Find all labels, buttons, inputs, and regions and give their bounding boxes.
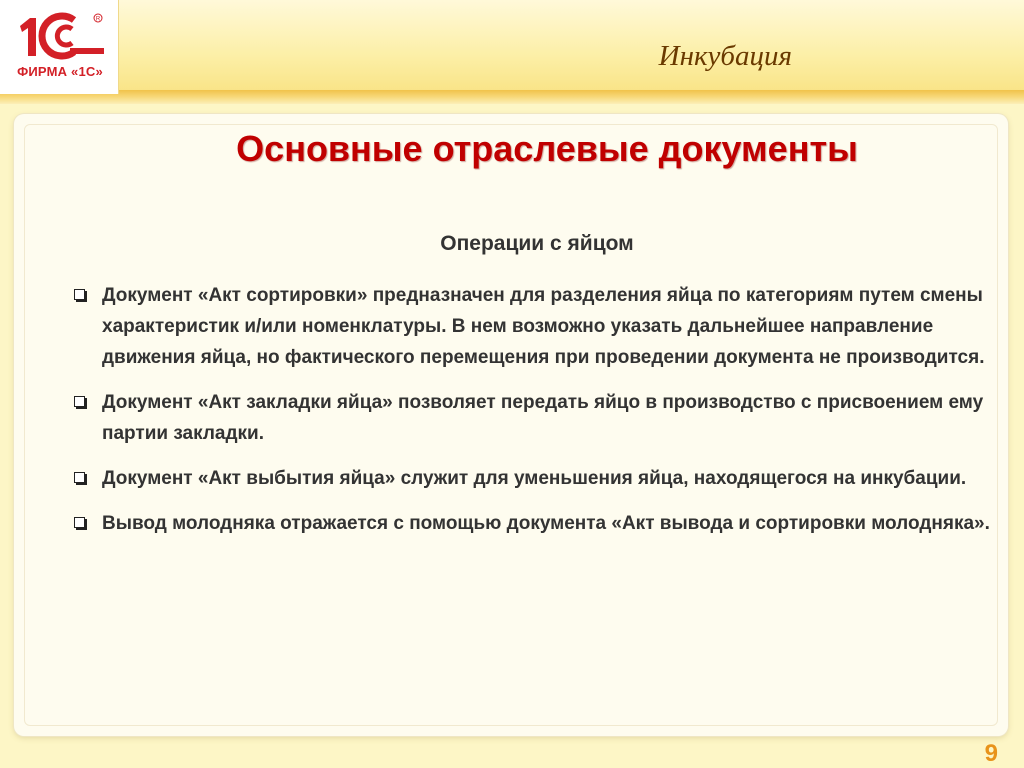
bullet-text: Документ «Акт сортировки» предназначен для разделения яйца по категориям путем смены характеристик и/или номенклатуры. В нем возможно указать дальнейшее направление движения яйца, но фактического перемещения при проведении документа не производится. — [102, 285, 985, 368]
bullet-item — [70, 508, 990, 539]
checkbox-bullet-icon — [74, 396, 85, 407]
bullet-item — [70, 463, 990, 494]
company-logo — [0, 0, 119, 94]
bullet-list — [70, 280, 990, 553]
bullet-text: Документ «Акт закладки яйца» позволяет передать яйцо в производство с присвоением ему партии закладки. — [102, 392, 984, 444]
bullet-item — [70, 387, 990, 449]
header-divider — [0, 90, 1024, 104]
logo-1c-mark — [14, 12, 106, 60]
logo-caption: ФИРМА «1С» — [17, 64, 103, 79]
header-bar — [0, 0, 1024, 94]
checkbox-bullet-icon — [74, 517, 85, 528]
svg-text:R: R — [95, 16, 101, 23]
slide-title: Основные отраслевые документы — [236, 128, 858, 169]
checkbox-bullet-icon — [74, 472, 85, 483]
checkbox-bullet-icon — [74, 289, 85, 300]
slide-subtitle: Операции с яйцом — [440, 232, 634, 255]
section-title: Инкубация — [658, 40, 792, 72]
page-number: 9 — [984, 740, 998, 767]
bullet-item — [70, 280, 990, 373]
bullet-text: Документ «Акт выбытия яйца» служит для уменьшения яйца, находящегося на инкубации. — [102, 468, 967, 489]
bullet-text: Вывод молодняка отражается с помощью документа «Акт вывода и сортировки молодняка». — [102, 513, 990, 534]
